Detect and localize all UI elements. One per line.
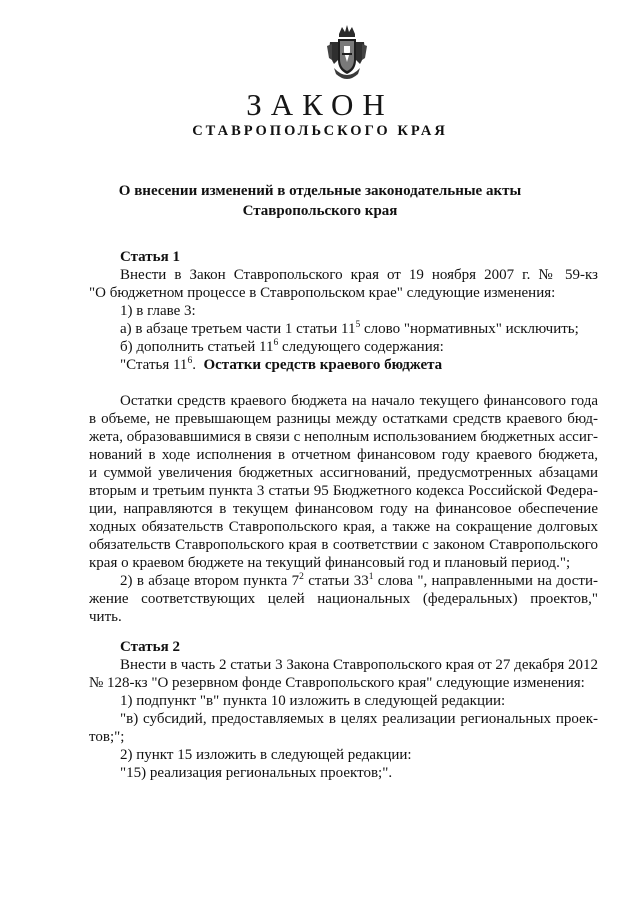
document-heading-line: О внесении изменений в отдельные законодательные акты (118, 183, 522, 199)
coat-of-arms-icon (326, 24, 368, 84)
article-2-intro: № 128-кз "О резервном фонде Ставропольского края" следующие изменения: (89, 675, 585, 691)
body-line: и суммой увеличения бюджетных ассигнований, предусмотренных абзацами (89, 465, 598, 481)
article-1-item-2: чить. (89, 609, 122, 625)
article-2-heading: Статья 2 (120, 639, 180, 655)
body-line: Остатки средств краевого бюджета на начало текущего финансового года (120, 393, 598, 409)
article-2-item-1: 1) подпункт "в" пункта 10 изложить в следующей редакции: (120, 693, 506, 709)
body-line: жета, образовавшимися в связи с неполным использованием бюджетных ассиг- (89, 429, 598, 445)
article-1-item-1b: б) дополнить статьей $11^6$ следующего содержания: (120, 338, 444, 355)
body-line: ции, направляются в текущем финансовом году на финансовое обеспечение (89, 501, 598, 517)
article-1-item-1a: а) в абзаце третьем части 1 статьи $11^5$ слово "нормативных" исключить; (120, 320, 579, 337)
article-2-item-1-text: тов;"; (89, 729, 125, 745)
article-1-item-1: 1) в главе 3: (120, 303, 196, 319)
article-2-item-2: 2) пункт 15 изложить в следующей редакции: (120, 747, 412, 763)
article-1-item-2: жение соответствующих целей национальных (федеральных) проектов," (89, 591, 598, 607)
body-line: обязательств Ставропольского края в соответствии с законом Ставропольского (89, 537, 598, 553)
law-subtitle: СТАВРОПОЛЬСКОГО КРАЯ (192, 123, 448, 139)
body-line: в объеме, не превышающем разницы между остатками средств краевого бюд- (89, 411, 598, 427)
article-2-intro: Внести в часть 2 статьи 3 Закона Ставропольского края от 27 декабря 2012 (120, 657, 598, 673)
article-1-intro: Внести в Закон Ставропольского края от 19 ноября 2007 г. № 59-кз (120, 267, 598, 283)
body-line: вторым и третьим пункта 3 статьи 95 Бюджетного кодекса Российской Федера- (89, 483, 598, 499)
article-1-heading: Статья 1 (120, 249, 180, 265)
document-heading-line: Ставропольского края (242, 203, 398, 219)
new-article-title: Остатки средств краевого бюджета (203, 357, 443, 373)
article-2-item-1-text: "в) субсидий, предоставляемых в целях реализации региональных проек- (120, 711, 598, 727)
body-line: ходных обязательств Ставропольского края, а также на сокращение долговых (89, 519, 598, 535)
document-heading (0, 181, 640, 221)
law-title: ЗАКОН (246, 87, 394, 122)
body-line: края о краевом бюджете на текущий финансовый год и плановый период."; (89, 555, 571, 571)
article-1-item-2: 2) в абзаце втором пункта $7^2$ статьи $33^1$ слова ", направленными на дости- (120, 572, 598, 589)
new-article-heading: "Статья $11^6$. Остатки средств краевого бюджета (120, 356, 443, 373)
article-2-item-2-text: "15) реализация региональных проектов;". (120, 765, 393, 781)
body-line: нований в ходе исполнения в отчетном финансовом году краевого бюджета, (89, 447, 598, 463)
article-1-intro: "О бюджетном процессе в Ставропольском крае" следующие изменения: (89, 285, 556, 301)
